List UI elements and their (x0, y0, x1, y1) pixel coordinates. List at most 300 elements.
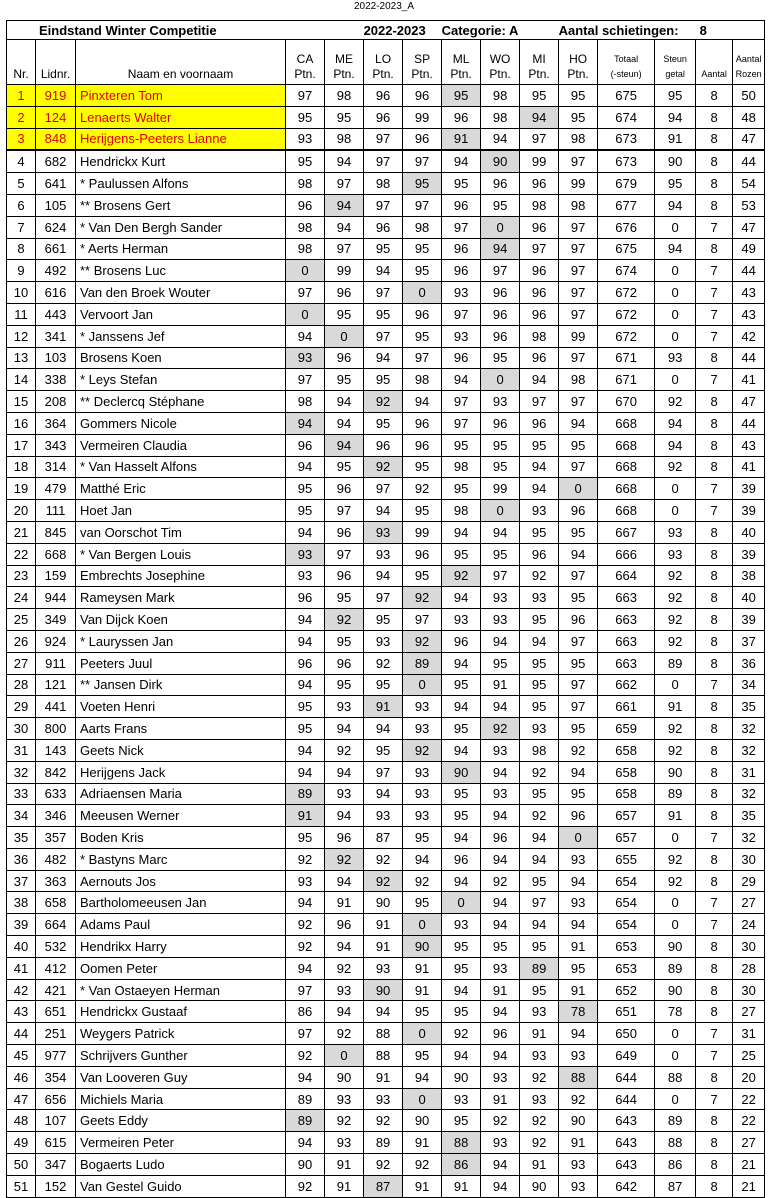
cell-ho: 97 (559, 150, 598, 172)
cell-mi: 97 (520, 892, 559, 914)
cell-rozen: 32 (733, 739, 765, 761)
table-row (7, 194, 765, 216)
cell-nr: 46 (7, 1066, 36, 1088)
cell-name: Bogaerts Ludo (76, 1154, 286, 1176)
cell-ho: 97 (559, 238, 598, 260)
cell-steun: 93 (655, 543, 696, 565)
cell-mi: 95 (520, 783, 559, 805)
cell-nr: 15 (7, 391, 36, 413)
cell-aantal: 8 (696, 979, 733, 1001)
cell-steun: 94 (655, 194, 696, 216)
cell-aantal: 8 (696, 1132, 733, 1154)
cell-ca: 0 (286, 303, 325, 325)
cell-lidnr: 103 (36, 347, 76, 369)
cell-name: Pinxteren Tom (76, 85, 286, 107)
cell-name: Van Looveren Guy (76, 1066, 286, 1088)
cell-wo: 93 (481, 587, 520, 609)
cell-name: * Van Den Bergh Sander (76, 216, 286, 238)
cell-ml: 95 (442, 936, 481, 958)
cell-wo: 93 (481, 957, 520, 979)
cell-ca: 97 (286, 85, 325, 107)
cell-me: 94 (325, 391, 364, 413)
table-row (7, 936, 765, 958)
cell-ho: 97 (559, 565, 598, 587)
cell-me: 93 (325, 979, 364, 1001)
cell-ho: 97 (559, 216, 598, 238)
cell-ml: 96 (442, 238, 481, 260)
cell-ml: 96 (442, 347, 481, 369)
cell-name: ** Declercq Stéphane (76, 391, 286, 413)
cell-ca: 86 (286, 1001, 325, 1023)
cell-lo: 97 (364, 282, 403, 304)
cell-lidnr: 363 (36, 870, 76, 892)
cell-aantal: 8 (696, 434, 733, 456)
cell-wo: 99 (481, 478, 520, 500)
cell-lidnr: 357 (36, 827, 76, 849)
cell-steun: 94 (655, 412, 696, 434)
cell-mi: 94 (520, 456, 559, 478)
cell-nr: 39 (7, 914, 36, 936)
cell-mi: 92 (520, 805, 559, 827)
cell-sp: 95 (403, 238, 442, 260)
cell-steun: 88 (655, 1066, 696, 1088)
cell-ho: 93 (559, 1154, 598, 1176)
cell-ca: 89 (286, 1088, 325, 1110)
cell-me: 97 (325, 500, 364, 522)
cell-steun: 0 (655, 914, 696, 936)
cell-name: ** Brosens Luc (76, 260, 286, 282)
cell-lidnr: 492 (36, 260, 76, 282)
cell-rozen: 36 (733, 652, 765, 674)
cell-steun: 92 (655, 565, 696, 587)
cell-mi: 95 (520, 870, 559, 892)
cell-totaal: 663 (598, 609, 655, 631)
cell-nr: 30 (7, 718, 36, 740)
cell-lidnr: 616 (36, 282, 76, 304)
cell-nr: 29 (7, 696, 36, 718)
cell-totaal: 664 (598, 565, 655, 587)
cell-ml: 93 (442, 1088, 481, 1110)
cell-ho: 95 (559, 85, 598, 107)
cell-me: 95 (325, 369, 364, 391)
table-row (7, 369, 765, 391)
cell-ml: 95 (442, 783, 481, 805)
cell-name: Brosens Koen (76, 347, 286, 369)
cell-sp: 91 (403, 1132, 442, 1154)
cell-mi: 93 (520, 500, 559, 522)
cell-lidnr: 346 (36, 805, 76, 827)
results-table (6, 20, 765, 1198)
cell-aantal: 8 (696, 1154, 733, 1176)
cell-lo: 96 (364, 106, 403, 128)
cell-totaal: 673 (598, 128, 655, 150)
cell-ca: 98 (286, 391, 325, 413)
cell-mi: 94 (520, 914, 559, 936)
cell-mi: 94 (520, 369, 559, 391)
cell-aantal: 8 (696, 543, 733, 565)
table-row (7, 1154, 765, 1176)
cell-wo: 94 (481, 1154, 520, 1176)
cell-totaal: 643 (598, 1132, 655, 1154)
cell-wo: 97 (481, 260, 520, 282)
cell-totaal: 672 (598, 282, 655, 304)
cell-steun: 95 (655, 85, 696, 107)
cell-nr: 25 (7, 609, 36, 631)
cell-ho: 96 (559, 609, 598, 631)
cell-me: 92 (325, 609, 364, 631)
cell-mi: 96 (520, 216, 559, 238)
cell-wo: 92 (481, 1110, 520, 1132)
cell-name: van Oorschot Tim (76, 521, 286, 543)
cell-ca: 92 (286, 914, 325, 936)
cell-nr: 21 (7, 521, 36, 543)
cell-me: 94 (325, 870, 364, 892)
cell-me: 96 (325, 282, 364, 304)
cell-nr: 51 (7, 1175, 36, 1197)
cell-me: 92 (325, 1023, 364, 1045)
cell-aantal: 8 (696, 1175, 733, 1197)
cell-lidnr: 944 (36, 587, 76, 609)
cell-mi: 94 (520, 478, 559, 500)
cell-steun: 92 (655, 718, 696, 740)
cell-sp: 91 (403, 979, 442, 1001)
cell-me: 94 (325, 194, 364, 216)
table-row (7, 1175, 765, 1197)
cell-steun: 90 (655, 150, 696, 172)
cell-wo: 93 (481, 391, 520, 413)
table-row (7, 565, 765, 587)
cell-nr: 7 (7, 216, 36, 238)
cell-lo: 94 (364, 783, 403, 805)
cell-totaal: 668 (598, 500, 655, 522)
cell-aantal: 8 (696, 718, 733, 740)
table-row (7, 609, 765, 631)
cell-totaal: 653 (598, 957, 655, 979)
cell-sp: 96 (403, 434, 442, 456)
cell-nr: 20 (7, 500, 36, 522)
cell-name: Weygers Patrick (76, 1023, 286, 1045)
cell-totaal: 643 (598, 1154, 655, 1176)
cell-ca: 98 (286, 238, 325, 260)
cell-ca: 93 (286, 128, 325, 150)
table-row (7, 652, 765, 674)
cell-lidnr: 668 (36, 543, 76, 565)
cell-me: 95 (325, 106, 364, 128)
cell-lidnr: 349 (36, 609, 76, 631)
cell-rozen: 43 (733, 434, 765, 456)
cell-ho: 97 (559, 674, 598, 696)
cell-me: 0 (325, 325, 364, 347)
season-label: 2022-2023 (364, 21, 442, 40)
cell-ml: 86 (442, 1154, 481, 1176)
table-row (7, 848, 765, 870)
cell-ca: 94 (286, 630, 325, 652)
cell-sp: 97 (403, 194, 442, 216)
cell-wo: 94 (481, 630, 520, 652)
cell-rozen: 20 (733, 1066, 765, 1088)
cell-aantal: 8 (696, 957, 733, 979)
cell-aantal: 8 (696, 412, 733, 434)
cell-wo: 92 (481, 870, 520, 892)
cell-totaal: 663 (598, 652, 655, 674)
cell-rozen: 53 (733, 194, 765, 216)
cell-lo: 96 (364, 216, 403, 238)
col-ho: HO Ptn. (559, 40, 598, 85)
cell-ml: 90 (442, 1066, 481, 1088)
category-label: Categorie: A (442, 21, 559, 40)
cell-rozen: 30 (733, 979, 765, 1001)
cell-ml: 94 (442, 521, 481, 543)
cell-mi: 93 (520, 587, 559, 609)
cell-lo: 90 (364, 979, 403, 1001)
cell-steun: 92 (655, 630, 696, 652)
cell-nr: 6 (7, 194, 36, 216)
cell-wo: 91 (481, 979, 520, 1001)
cell-mi: 97 (520, 238, 559, 260)
cell-ho: 97 (559, 630, 598, 652)
cell-ml: 95 (442, 434, 481, 456)
cell-name: Matthé Eric (76, 478, 286, 500)
cell-ho: 95 (559, 652, 598, 674)
cell-ho: 98 (559, 194, 598, 216)
cell-nr: 26 (7, 630, 36, 652)
cell-wo: 94 (481, 761, 520, 783)
cell-nr: 44 (7, 1023, 36, 1045)
cell-rozen: 39 (733, 500, 765, 522)
cell-nr: 5 (7, 173, 36, 195)
table-row (7, 979, 765, 1001)
cell-sp: 95 (403, 173, 442, 195)
cell-ml: 92 (442, 565, 481, 587)
table-row (7, 106, 765, 128)
cell-name: * Paulussen Alfons (76, 173, 286, 195)
cell-wo: 93 (481, 739, 520, 761)
cell-me: 90 (325, 1066, 364, 1088)
cell-me: 96 (325, 652, 364, 674)
cell-mi: 94 (520, 106, 559, 128)
cell-ml: 94 (442, 150, 481, 172)
cell-ml: 93 (442, 325, 481, 347)
cell-sp: 91 (403, 1175, 442, 1197)
cell-rozen: 40 (733, 587, 765, 609)
cell-totaal: 667 (598, 521, 655, 543)
cell-lo: 94 (364, 347, 403, 369)
cell-steun: 89 (655, 783, 696, 805)
cell-sp: 0 (403, 674, 442, 696)
table-row (7, 478, 765, 500)
cell-steun: 89 (655, 1110, 696, 1132)
cell-name: Peeters Juul (76, 652, 286, 674)
cell-mi: 95 (520, 674, 559, 696)
cell-rozen: 30 (733, 848, 765, 870)
cell-lo: 87 (364, 827, 403, 849)
cell-ml: 97 (442, 216, 481, 238)
cell-ho: 97 (559, 456, 598, 478)
cell-name: Geets Nick (76, 739, 286, 761)
cell-lo: 97 (364, 150, 403, 172)
cell-ho: 94 (559, 761, 598, 783)
column-header-row (7, 40, 765, 85)
cell-totaal: 650 (598, 1023, 655, 1045)
table-row (7, 718, 765, 740)
cell-nr: 8 (7, 238, 36, 260)
cell-me: 93 (325, 1088, 364, 1110)
cell-lidnr: 656 (36, 1088, 76, 1110)
cell-lidnr: 338 (36, 369, 76, 391)
cell-rozen: 43 (733, 282, 765, 304)
cell-aantal: 8 (696, 936, 733, 958)
cell-nr: 38 (7, 892, 36, 914)
cell-ho: 99 (559, 173, 598, 195)
cell-steun: 95 (655, 173, 696, 195)
cell-ho: 95 (559, 521, 598, 543)
cell-ho: 97 (559, 391, 598, 413)
cell-ml: 91 (442, 128, 481, 150)
cell-sp: 94 (403, 391, 442, 413)
cell-mi: 95 (520, 696, 559, 718)
cell-lidnr: 121 (36, 674, 76, 696)
cell-aantal: 8 (696, 1110, 733, 1132)
cell-totaal: 668 (598, 412, 655, 434)
cell-wo: 96 (481, 173, 520, 195)
table-row (7, 783, 765, 805)
cell-sp: 96 (403, 303, 442, 325)
cell-wo: 94 (481, 238, 520, 260)
cell-ho: 96 (559, 500, 598, 522)
cell-nr: 14 (7, 369, 36, 391)
cell-aantal: 8 (696, 1066, 733, 1088)
cell-wo: 0 (481, 500, 520, 522)
cell-rozen: 21 (733, 1175, 765, 1197)
cell-name: Adams Paul (76, 914, 286, 936)
cell-lo: 91 (364, 914, 403, 936)
cell-nr: 2 (7, 106, 36, 128)
cell-rozen: 38 (733, 565, 765, 587)
cell-aantal: 8 (696, 805, 733, 827)
cell-lo: 87 (364, 1175, 403, 1197)
cell-me: 0 (325, 1045, 364, 1067)
cell-lo: 97 (364, 587, 403, 609)
cell-ml: 95 (442, 957, 481, 979)
cell-nr: 12 (7, 325, 36, 347)
cell-aantal: 8 (696, 106, 733, 128)
cell-lo: 92 (364, 1154, 403, 1176)
cell-aantal: 7 (696, 892, 733, 914)
cell-name: * Leys Stefan (76, 369, 286, 391)
cell-name: Hendrickx Gustaaf (76, 1001, 286, 1023)
cell-rozen: 39 (733, 543, 765, 565)
cell-ca: 92 (286, 1175, 325, 1197)
cell-wo: 93 (481, 1066, 520, 1088)
cell-me: 94 (325, 718, 364, 740)
cell-ml: 0 (442, 892, 481, 914)
cell-me: 95 (325, 456, 364, 478)
cell-nr: 42 (7, 979, 36, 1001)
cell-totaal: 671 (598, 369, 655, 391)
cell-me: 91 (325, 892, 364, 914)
cell-ho: 94 (559, 914, 598, 936)
cell-aantal: 8 (696, 609, 733, 631)
cell-nr: 34 (7, 805, 36, 827)
cell-name: Bartholomeeusen Jan (76, 892, 286, 914)
cell-name: Hendrikx Harry (76, 936, 286, 958)
cell-wo: 94 (481, 521, 520, 543)
cell-steun: 88 (655, 1132, 696, 1154)
cell-ml: 95 (442, 173, 481, 195)
cell-steun: 92 (655, 587, 696, 609)
cell-aantal: 7 (696, 674, 733, 696)
cell-wo: 91 (481, 1088, 520, 1110)
cell-lo: 94 (364, 260, 403, 282)
cell-lo: 93 (364, 630, 403, 652)
cell-wo: 93 (481, 609, 520, 631)
cell-ml: 96 (442, 194, 481, 216)
cell-totaal: 672 (598, 325, 655, 347)
col-ml: ML Ptn. (442, 40, 481, 85)
cell-ml: 93 (442, 609, 481, 631)
cell-totaal: 668 (598, 434, 655, 456)
cell-mi: 95 (520, 936, 559, 958)
cell-rozen: 37 (733, 630, 765, 652)
table-row (7, 1045, 765, 1067)
cell-nr: 41 (7, 957, 36, 979)
cell-totaal: 652 (598, 979, 655, 1001)
table-row (7, 85, 765, 107)
cell-rozen: 25 (733, 1045, 765, 1067)
cell-ho: 97 (559, 303, 598, 325)
cell-name: Vervoort Jan (76, 303, 286, 325)
cell-aantal: 8 (696, 347, 733, 369)
cell-ca: 95 (286, 150, 325, 172)
cell-aantal: 7 (696, 1023, 733, 1045)
cell-nr: 27 (7, 652, 36, 674)
cell-totaal: 679 (598, 173, 655, 195)
cell-ca: 98 (286, 216, 325, 238)
cell-ml: 90 (442, 761, 481, 783)
cell-aantal: 8 (696, 652, 733, 674)
cell-lo: 95 (364, 369, 403, 391)
cell-sp: 95 (403, 1001, 442, 1023)
cell-mi: 92 (520, 1132, 559, 1154)
cell-mi: 93 (520, 1045, 559, 1067)
shots-label: Aantal schietingen: (559, 21, 696, 40)
cell-lidnr: 354 (36, 1066, 76, 1088)
cell-rozen: 34 (733, 674, 765, 696)
cell-ho: 91 (559, 936, 598, 958)
cell-ml: 94 (442, 587, 481, 609)
cell-totaal: 657 (598, 805, 655, 827)
cell-wo: 98 (481, 106, 520, 128)
cell-wo: 95 (481, 936, 520, 958)
table-row (7, 412, 765, 434)
cell-ca: 95 (286, 106, 325, 128)
cell-totaal: 643 (598, 1110, 655, 1132)
cell-ho: 93 (559, 892, 598, 914)
cell-ca: 92 (286, 848, 325, 870)
cell-aantal: 8 (696, 630, 733, 652)
cell-totaal: 642 (598, 1175, 655, 1197)
cell-ca: 97 (286, 1023, 325, 1045)
cell-nr: 37 (7, 870, 36, 892)
cell-ho: 91 (559, 1132, 598, 1154)
col-steun: Steun getal (655, 40, 696, 85)
col-sp: SP Ptn. (403, 40, 442, 85)
cell-ca: 95 (286, 718, 325, 740)
cell-totaal: 657 (598, 827, 655, 849)
cell-name: * Janssens Jef (76, 325, 286, 347)
cell-name: Rameysen Mark (76, 587, 286, 609)
table-row (7, 805, 765, 827)
